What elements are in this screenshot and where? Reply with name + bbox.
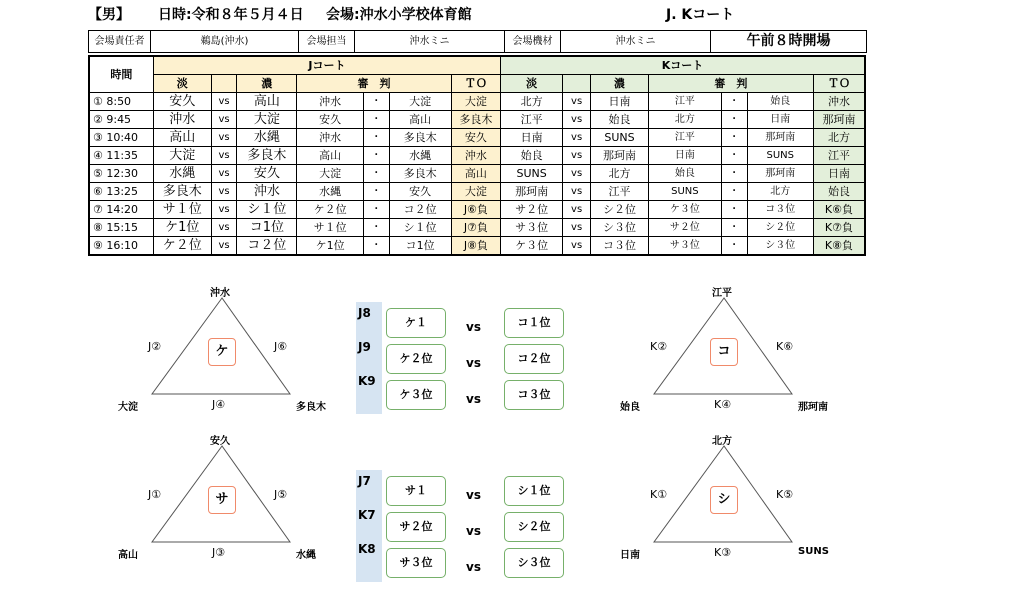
separator-dot: ・	[363, 183, 389, 201]
k-dark-team: 始良	[591, 111, 649, 129]
vs-label: vs	[211, 129, 237, 147]
k-to: 始良	[813, 183, 865, 201]
staff-label: 会場担当	[299, 31, 355, 53]
k-referee-2: 北方	[747, 183, 813, 201]
separator-dot: ・	[363, 237, 389, 256]
team-right: 水縄	[296, 550, 316, 561]
j-referee-1: 水縄	[297, 183, 363, 201]
page-header	[88, 2, 868, 24]
k-referee-1: サ２位	[648, 219, 721, 237]
vs-label: vs	[563, 219, 591, 237]
vs-label: vs	[466, 488, 481, 502]
k-light-team: ケ３位	[501, 237, 563, 256]
match-time: ⑧ 15:15	[89, 219, 153, 237]
group-box: ケ	[208, 338, 236, 366]
manager-value: 鵜島(沖水)	[151, 31, 299, 53]
j-referee-1: サ１位	[297, 219, 363, 237]
k-to-header: ＴＯ	[813, 75, 865, 93]
match-team-left: サ３位	[386, 548, 446, 578]
j-referee-2: 高山	[389, 111, 451, 129]
vs-label: vs	[466, 320, 481, 334]
j-light-team: ケ1位	[153, 219, 211, 237]
match-left-side: J②	[148, 340, 162, 353]
match-time: ⑤ 12:30	[89, 165, 153, 183]
schedule-row	[89, 237, 865, 256]
k-referee-2: コ３位	[747, 201, 813, 219]
match-id-label: J8	[358, 306, 371, 320]
team-left: 大淀	[118, 402, 138, 413]
team-top: 沖水	[210, 288, 230, 299]
team-right: 那珂南	[798, 402, 828, 413]
j-referee-2: 安久	[389, 183, 451, 201]
match-team-right: コ１位	[504, 308, 564, 338]
match-time: ⑨ 16:10	[89, 237, 153, 256]
k-dark-team: 日南	[591, 93, 649, 111]
match-team-right: コ３位	[504, 380, 564, 410]
match-left-side: K①	[650, 488, 668, 501]
vs-label: vs	[563, 183, 591, 201]
k-light-header: 淡	[501, 75, 563, 93]
separator-dot: ・	[363, 201, 389, 219]
match-team-right: シ３位	[504, 548, 564, 578]
match-time: ② 9:45	[89, 111, 153, 129]
match-id-label: J9	[358, 340, 371, 354]
j-court-header: Jコート	[153, 56, 500, 75]
k-dark-team: 北方	[591, 165, 649, 183]
team-left: 始良	[620, 402, 640, 413]
k-referee-2: 始良	[747, 93, 813, 111]
match-bottom-side: J③	[212, 546, 226, 559]
match-left-side: K②	[650, 340, 668, 353]
k-light-team: サ２位	[501, 201, 563, 219]
match-id-label: K8	[358, 542, 376, 556]
group-box: コ	[710, 338, 738, 366]
info-table	[88, 30, 867, 53]
match-right-side: J⑤	[274, 488, 288, 501]
group-triangle	[620, 430, 860, 570]
team-left: 高山	[118, 550, 138, 561]
j-referee-2: 多良木	[389, 165, 451, 183]
match-team-left: ケ３位	[386, 380, 446, 410]
k-referee-1: 江平	[648, 129, 721, 147]
match-time: ⑥ 13:25	[89, 183, 153, 201]
separator-dot: ・	[363, 129, 389, 147]
j-referee-2: コ1位	[389, 237, 451, 256]
equipment-value: 沖水ミニ	[561, 31, 711, 53]
match-right-side: K⑤	[776, 488, 794, 501]
match-time: ④ 11:35	[89, 147, 153, 165]
schedule-row	[89, 111, 865, 129]
k-referee-2: シ３位	[747, 237, 813, 256]
vs-label: vs	[563, 93, 591, 111]
group-box: サ	[208, 486, 236, 514]
manager-label: 会場責任者	[89, 31, 151, 53]
schedule-row	[89, 129, 865, 147]
k-referee-1: 日南	[648, 147, 721, 165]
match-id-label: K7	[358, 508, 376, 522]
k-to: 那珂南	[813, 111, 865, 129]
k-referee-1: 北方	[648, 111, 721, 129]
separator-dot: ・	[721, 93, 747, 111]
match-team-left: ケ１	[386, 308, 446, 338]
j-dark-team: コ1位	[237, 219, 297, 237]
k-referee-2: 那珂南	[747, 129, 813, 147]
group-triangle	[620, 282, 860, 422]
k-light-team: 北方	[501, 93, 563, 111]
j-dark-team: 沖水	[237, 183, 297, 201]
vs-label: vs	[563, 237, 591, 256]
match-left-side: J①	[148, 488, 162, 501]
j-to: 高山	[451, 165, 500, 183]
j-light-team: 安久	[153, 93, 211, 111]
vs-label: vs	[563, 201, 591, 219]
j-referee-1: ケ２位	[297, 201, 363, 219]
k-dark-team: 江平	[591, 183, 649, 201]
j-referee-2: コ２位	[389, 201, 451, 219]
j-light-team: ケ２位	[153, 237, 211, 256]
k-light-team: サ３位	[501, 219, 563, 237]
schedule-row	[89, 147, 865, 165]
match-right-side: K⑥	[776, 340, 794, 353]
j-dark-header: 濃	[237, 75, 297, 93]
j-referee-1: ケ1位	[297, 237, 363, 256]
k-referee-1: 江平	[648, 93, 721, 111]
group-box: シ	[710, 486, 738, 514]
separator-dot: ・	[721, 147, 747, 165]
j-dark-team: コ２位	[237, 237, 297, 256]
vs-label: vs	[211, 147, 237, 165]
vs-label: vs	[211, 219, 237, 237]
vs-label: vs	[211, 111, 237, 129]
j-to: J⑥負	[451, 201, 500, 219]
match-team-left: サ２位	[386, 512, 446, 542]
j-dark-team: 高山	[237, 93, 297, 111]
j-light-team: 大淀	[153, 147, 211, 165]
j-referee-2: 多良木	[389, 129, 451, 147]
opening-time: 午前８時開場	[711, 31, 867, 53]
vs-label: vs	[211, 201, 237, 219]
j-to: 多良木	[451, 111, 500, 129]
separator-dot: ・	[721, 183, 747, 201]
match-bottom-side: K④	[714, 398, 732, 411]
match-bottom-side: J④	[212, 398, 226, 411]
k-dark-team: SUNS	[591, 129, 649, 147]
match-team-right: シ１位	[504, 476, 564, 506]
team-top: 安久	[210, 436, 230, 447]
separator-dot: ・	[721, 129, 747, 147]
team-top: 江平	[712, 288, 732, 299]
j-dark-team: 水縄	[237, 129, 297, 147]
k-referee-1: ケ３位	[648, 201, 721, 219]
separator-dot: ・	[721, 111, 747, 129]
j-to: 沖水	[451, 147, 500, 165]
k-referee-2: シ２位	[747, 219, 813, 237]
k-dark-header: 濃	[591, 75, 649, 93]
vs-label: vs	[466, 524, 481, 538]
j-to: J⑧負	[451, 237, 500, 256]
k-referee-2: 日南	[747, 111, 813, 129]
k-referee-1: サ３位	[648, 237, 721, 256]
vs-label: vs	[563, 147, 591, 165]
vs-label: vs	[563, 129, 591, 147]
match-id-label: K9	[358, 374, 376, 388]
j-referee-header: 審 判	[297, 75, 451, 93]
vs-label: vs	[211, 237, 237, 256]
team-left: 日南	[620, 550, 640, 561]
k-to: K⑧負	[813, 237, 865, 256]
separator-dot: ・	[363, 165, 389, 183]
match-team-right: シ２位	[504, 512, 564, 542]
j-referee-2: 大淀	[389, 93, 451, 111]
k-dark-team: 那珂南	[591, 147, 649, 165]
match-team-left: サ１	[386, 476, 446, 506]
k-light-team: SUNS	[501, 165, 563, 183]
event-venue: 会場:沖水小学校体育館	[326, 7, 472, 23]
j-dark-team: 大淀	[237, 111, 297, 129]
match-time: ① 8:50	[89, 93, 153, 111]
match-time: ③ 10:40	[89, 129, 153, 147]
k-court-header: Kコート	[501, 56, 865, 75]
group-triangle	[118, 282, 358, 422]
equipment-label: 会場機材	[505, 31, 561, 53]
j-light-team: サ１位	[153, 201, 211, 219]
separator-dot: ・	[363, 93, 389, 111]
k-to: 北方	[813, 129, 865, 147]
schedule-table	[88, 55, 866, 256]
k-light-team: 江平	[501, 111, 563, 129]
j-light-team: 多良木	[153, 183, 211, 201]
k-to: 江平	[813, 147, 865, 165]
j-dark-team: 安久	[237, 165, 297, 183]
separator-dot: ・	[363, 219, 389, 237]
k-light-team: 日南	[501, 129, 563, 147]
schedule-row	[89, 93, 865, 111]
separator-dot: ・	[721, 237, 747, 256]
team-right: 多良木	[296, 402, 326, 413]
k-dark-team: コ３位	[591, 237, 649, 256]
j-light-header: 淡	[153, 75, 211, 93]
k-referee-header: 審 判	[648, 75, 813, 93]
match-id-label: J7	[358, 474, 371, 488]
separator-dot: ・	[721, 165, 747, 183]
staff-value: 沖水ミニ	[355, 31, 505, 53]
k-dark-team: シ３位	[591, 219, 649, 237]
separator-dot: ・	[363, 147, 389, 165]
event-date: 日時:令和８年５月４日	[158, 7, 304, 23]
separator-dot: ・	[363, 111, 389, 129]
vs-label: vs	[466, 560, 481, 574]
team-top: 北方	[712, 436, 732, 447]
j-referee-2: 水縄	[389, 147, 451, 165]
vs-label: vs	[466, 356, 481, 370]
j-referee-1: 沖水	[297, 129, 363, 147]
j-dark-team: 多良木	[237, 147, 297, 165]
j-referee-2: シ１位	[389, 219, 451, 237]
match-time: ⑦ 14:20	[89, 201, 153, 219]
vs-label: vs	[563, 165, 591, 183]
match-right-side: J⑥	[274, 340, 288, 353]
j-referee-1: 安久	[297, 111, 363, 129]
vs-label: vs	[563, 111, 591, 129]
j-referee-1: 沖水	[297, 93, 363, 111]
k-light-team: 始良	[501, 147, 563, 165]
j-dark-team: シ１位	[237, 201, 297, 219]
k-referee-1: SUNS	[648, 183, 721, 201]
k-blank-header	[563, 75, 591, 93]
k-dark-team: シ２位	[591, 201, 649, 219]
group-triangle	[118, 430, 358, 570]
j-light-team: 水縄	[153, 165, 211, 183]
team-right: SUNS	[798, 546, 829, 557]
court-names: J. Kコート	[666, 7, 735, 23]
vs-label: vs	[211, 165, 237, 183]
j-referee-1: 高山	[297, 147, 363, 165]
k-to: K⑦負	[813, 219, 865, 237]
j-to: 大淀	[451, 93, 500, 111]
k-light-team: 那珂南	[501, 183, 563, 201]
schedule-row	[89, 201, 865, 219]
vs-label: vs	[211, 183, 237, 201]
j-blank-header	[211, 75, 237, 93]
j-light-team: 沖水	[153, 111, 211, 129]
vs-label: vs	[466, 392, 481, 406]
j-light-team: 高山	[153, 129, 211, 147]
match-team-right: コ２位	[504, 344, 564, 374]
separator-dot: ・	[721, 201, 747, 219]
j-referee-1: 大淀	[297, 165, 363, 183]
k-referee-2: SUNS	[747, 147, 813, 165]
division-title: 【男】	[88, 7, 130, 23]
separator-dot: ・	[721, 219, 747, 237]
k-to: 沖水	[813, 93, 865, 111]
schedule-row	[89, 183, 865, 201]
j-to: J⑦負	[451, 219, 500, 237]
time-header: 時間	[89, 56, 153, 93]
k-to: K⑥負	[813, 201, 865, 219]
match-bottom-side: K③	[714, 546, 732, 559]
j-to: 大淀	[451, 183, 500, 201]
match-team-left: ケ２位	[386, 344, 446, 374]
schedule-row	[89, 219, 865, 237]
j-to-header: ＴＯ	[451, 75, 500, 93]
vs-label: vs	[211, 93, 237, 111]
schedule-row	[89, 165, 865, 183]
k-referee-2: 那珂南	[747, 165, 813, 183]
k-to: 日南	[813, 165, 865, 183]
j-to: 安久	[451, 129, 500, 147]
k-referee-1: 始良	[648, 165, 721, 183]
